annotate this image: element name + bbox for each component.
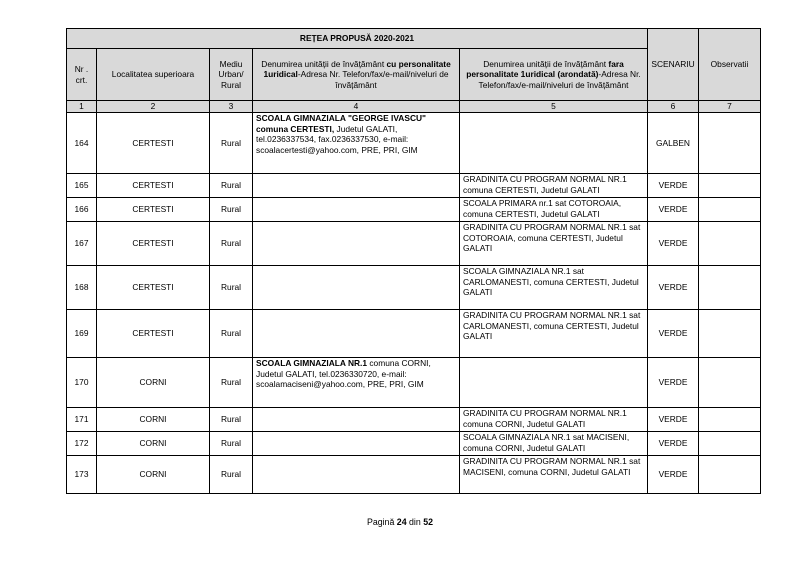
row-cu-personalitate (253, 198, 460, 222)
col-number: 1 (67, 101, 97, 113)
row-fara-personalitate: GRADINITA CU PROGRAM NORMAL NR.1 sat CARLOMANESTI, comuna CERTESTI, Judetul GALATI (460, 310, 648, 358)
row-cu-personalitate (253, 113, 460, 174)
row-scenariu: VERDE (648, 198, 699, 222)
col-number: 5 (460, 101, 648, 113)
footer-total-pages: 52 (423, 517, 434, 527)
row-mediu: Rural (210, 310, 253, 358)
header-localitate: Localitatea superioara (97, 49, 210, 101)
header-fara-post: -Adresa Nr. Telefon/fax/e-mail/niveluri de învățământ (478, 69, 641, 90)
header-cu-personalitate (253, 49, 460, 101)
row-localitate: CORNI (97, 456, 210, 494)
row-cu-personalitate (253, 266, 460, 310)
table-row (67, 408, 761, 432)
row-observatii (699, 432, 761, 456)
row-localitate: CORNI (97, 408, 210, 432)
row-mediu: Rural (210, 358, 253, 408)
row-mediu: Rural (210, 432, 253, 456)
row-nr: 165 (67, 174, 97, 198)
col-number: 6 (648, 101, 699, 113)
row-cu-bold: SCOALA GIMNAZIALA "GEORGE IVASCU" comuna CERTESTI, (256, 113, 427, 134)
row-mediu: Rural (210, 222, 253, 266)
col-number: 7 (699, 101, 761, 113)
row-localitate: CERTESTI (97, 222, 210, 266)
row-observatii (699, 222, 761, 266)
row-scenariu: VERDE (648, 408, 699, 432)
header-cu-pre: Denumirea unității de învățământ (261, 58, 387, 69)
row-cu-personalitate (253, 408, 460, 432)
row-fara-personalitate (460, 113, 648, 174)
row-cu-personalitate (253, 310, 460, 358)
row-cu-personalitate (253, 222, 460, 266)
row-fara-personalitate (460, 358, 648, 408)
row-fara-personalitate: SCOALA GIMNAZIALA NR.1 sat CARLOMANESTI, comuna CERTESTI, Judetul GALATI (460, 266, 648, 310)
row-observatii (699, 198, 761, 222)
table-row (67, 198, 761, 222)
page-footer (0, 517, 800, 527)
row-scenariu: VERDE (648, 266, 699, 310)
row-cu-rest: comuna CORNI, Judetul GALATI, tel.0236330720, e-mail: scoalamaciseni@yahoo.com, PRE, PRI, GIM (256, 358, 431, 389)
header-cu-bold: cu personalitate 1uridical (263, 58, 451, 80)
row-nr: 168 (67, 266, 97, 310)
row-localitate: CERTESTI (97, 266, 210, 310)
row-nr: 167 (67, 222, 97, 266)
row-fara-personalitate: SCOALA PRIMARA nr.1 sat COTOROAIA, comuna CERTESTI, Judetul GALATI (460, 198, 648, 222)
row-mediu: Rural (210, 174, 253, 198)
row-cu-personalitate (253, 432, 460, 456)
row-observatii (699, 358, 761, 408)
row-observatii (699, 456, 761, 494)
row-fara-personalitate: GRADINITA CU PROGRAM NORMAL NR.1 sat MACISENI, comuna CORNI, Judetul GALATI (460, 456, 648, 494)
row-nr: 164 (67, 113, 97, 174)
school-network-table (66, 28, 761, 494)
row-fara-personalitate: SCOALA GIMNAZIALA NR.1 sat MACISENI, comuna CORNI, Judetul GALATI (460, 432, 648, 456)
row-mediu: Rural (210, 408, 253, 432)
row-localitate: CORNI (97, 432, 210, 456)
row-scenariu: VERDE (648, 432, 699, 456)
row-cu-personalitate (253, 456, 460, 494)
table-row (67, 174, 761, 198)
row-localitate: CERTESTI (97, 113, 210, 174)
header-fara-personalitate (460, 49, 648, 101)
row-localitate: CERTESTI (97, 174, 210, 198)
footer-page-number: 24 (396, 517, 407, 527)
row-mediu: Rural (210, 113, 253, 174)
row-scenariu: VERDE (648, 456, 699, 494)
header-scenariu: SCENARIU (648, 29, 699, 101)
table-row (67, 432, 761, 456)
row-cu-personalitate (253, 358, 460, 408)
table-row (67, 358, 761, 408)
header-nr: Nr . crt. (67, 49, 97, 101)
row-nr: 169 (67, 310, 97, 358)
row-nr: 172 (67, 432, 97, 456)
table-row (67, 310, 761, 358)
row-cu-rest: Judetul GALATI, tel.0236337534, fax.0236337530, e-mail: scoalacertesti@yahoo.com, PRE, PRI, GIM (256, 123, 418, 155)
row-nr: 170 (67, 358, 97, 408)
row-cu-personalitate (253, 174, 460, 198)
row-scenariu: GALBEN (648, 113, 699, 174)
table-row (67, 222, 761, 266)
row-fara-personalitate: GRADINITA CU PROGRAM NORMAL NR.1 comuna CERTESTI, Judetul GALATI (460, 174, 648, 198)
row-observatii (699, 310, 761, 358)
row-scenariu: VERDE (648, 174, 699, 198)
header-fara-bold: fara personalitate 1uridical (arondată) (466, 58, 624, 80)
row-fara-personalitate: GRADINITA CU PROGRAM NORMAL NR.1 comuna CORNI, Judetul GALATI (460, 408, 648, 432)
column-number-row (67, 101, 761, 113)
table-row (67, 113, 761, 174)
header-mediu: Mediu Urban/ Rural (210, 49, 253, 101)
row-nr: 171 (67, 408, 97, 432)
row-nr: 173 (67, 456, 97, 494)
row-observatii (699, 174, 761, 198)
row-observatii (699, 113, 761, 174)
row-observatii (699, 266, 761, 310)
row-localitate: CERTESTI (97, 198, 210, 222)
table-title: REȚEA PROPUSĂ 2020-2021 (67, 29, 648, 49)
row-scenariu: VERDE (648, 222, 699, 266)
row-localitate: CERTESTI (97, 310, 210, 358)
row-observatii (699, 408, 761, 432)
col-number: 2 (97, 101, 210, 113)
header-fara-pre: Denumirea unității de învățământ (483, 58, 609, 69)
table-row (67, 266, 761, 310)
row-fara-personalitate: GRADINITA CU PROGRAM NORMAL NR.1 sat COTOROAIA, comuna CERTESTI, Judetul GALATI (460, 222, 648, 266)
row-nr: 166 (67, 198, 97, 222)
table-title-row (67, 29, 761, 49)
row-scenariu: VERDE (648, 358, 699, 408)
table-row (67, 456, 761, 494)
row-scenariu: VERDE (648, 310, 699, 358)
row-mediu: Rural (210, 198, 253, 222)
row-mediu: Rural (210, 266, 253, 310)
header-cu-post: -Adresa Nr. Telefon/fax/e-mail/niveluri de învățământ (297, 69, 449, 90)
header-observatii: Observatii (699, 29, 761, 101)
row-localitate: CORNI (97, 358, 210, 408)
col-number: 4 (253, 101, 460, 113)
footer-middle: din (406, 517, 424, 527)
row-mediu: Rural (210, 456, 253, 494)
row-cu-bold: SCOALA GIMNAZIALA NR.1 (256, 358, 368, 368)
footer-prefix: Pagină (366, 517, 397, 527)
col-number: 3 (210, 101, 253, 113)
